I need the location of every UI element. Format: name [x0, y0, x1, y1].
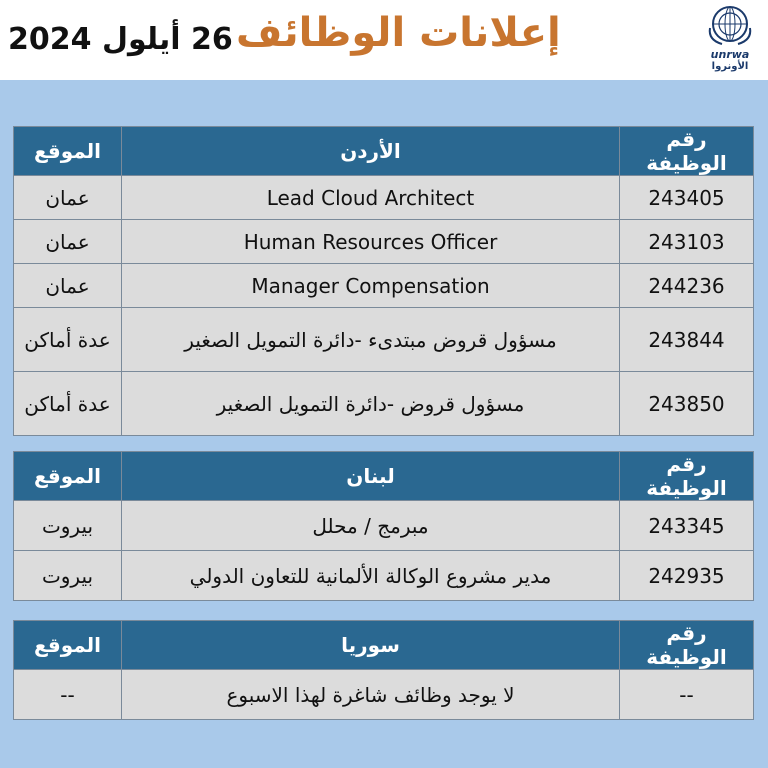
job-location: عدة أماكن [14, 308, 122, 372]
job-title: مبرمج / محلل [122, 501, 620, 551]
table-row [14, 670, 754, 720]
job-number: -- [620, 670, 754, 720]
header-location: الموقع [14, 621, 122, 670]
table-header-row [14, 452, 754, 501]
header-region: سوريا [122, 621, 620, 670]
table-row [14, 501, 754, 551]
table-row [14, 308, 754, 372]
job-location: بيروت [14, 551, 122, 601]
jobs-table-syria [13, 620, 754, 720]
table-row [14, 220, 754, 264]
job-title: لا يوجد وظائف شاغرة لهذا الاسبوع [122, 670, 620, 720]
job-title: Lead Cloud Architect [122, 176, 620, 220]
job-title: مسؤول قروض -دائرة التمويل الصغير [122, 372, 620, 436]
job-number: 242935 [620, 551, 754, 601]
table-row [14, 264, 754, 308]
jobs-table-jordan [13, 126, 754, 436]
job-number: 243850 [620, 372, 754, 436]
header-location: الموقع [14, 127, 122, 176]
header-job-number: رقم الوظيفة [620, 127, 754, 176]
un-emblem-icon [700, 4, 760, 48]
header-job-number: رقم الوظيفة [620, 452, 754, 501]
logo-text-en: unrwa [710, 48, 750, 61]
jobs-table-lebanon [13, 451, 754, 601]
header-job-number: رقم الوظيفة [620, 621, 754, 670]
page-title: إعلانات الوظائف [236, 10, 561, 56]
table-header-row [14, 621, 754, 670]
unrwa-logo [700, 4, 760, 76]
job-location: عدة أماكن [14, 372, 122, 436]
header-region: الأردن [122, 127, 620, 176]
table-row [14, 551, 754, 601]
announcement-date: 26 أيلول 2024 [8, 22, 233, 57]
job-number: 243103 [620, 220, 754, 264]
job-location: بيروت [14, 501, 122, 551]
header-bar [0, 0, 768, 80]
job-number: 244236 [620, 264, 754, 308]
job-title: مسؤول قروض مبتدىء -دائرة التمويل الصغير [122, 308, 620, 372]
job-title: Manager Compensation [122, 264, 620, 308]
logo-text-ar: الأونروا [711, 61, 749, 72]
job-location: عمان [14, 264, 122, 308]
header-region: لبنان [122, 452, 620, 501]
job-location: -- [14, 670, 122, 720]
job-location: عمان [14, 220, 122, 264]
job-number: 243345 [620, 501, 754, 551]
job-number: 243405 [620, 176, 754, 220]
job-number: 243844 [620, 308, 754, 372]
table-header-row [14, 127, 754, 176]
table-row [14, 372, 754, 436]
header-location: الموقع [14, 452, 122, 501]
job-title: Human Resources Officer [122, 220, 620, 264]
job-title: مدير مشروع الوكالة الألمانية للتعاون الدولي [122, 551, 620, 601]
table-row [14, 176, 754, 220]
job-location: عمان [14, 176, 122, 220]
